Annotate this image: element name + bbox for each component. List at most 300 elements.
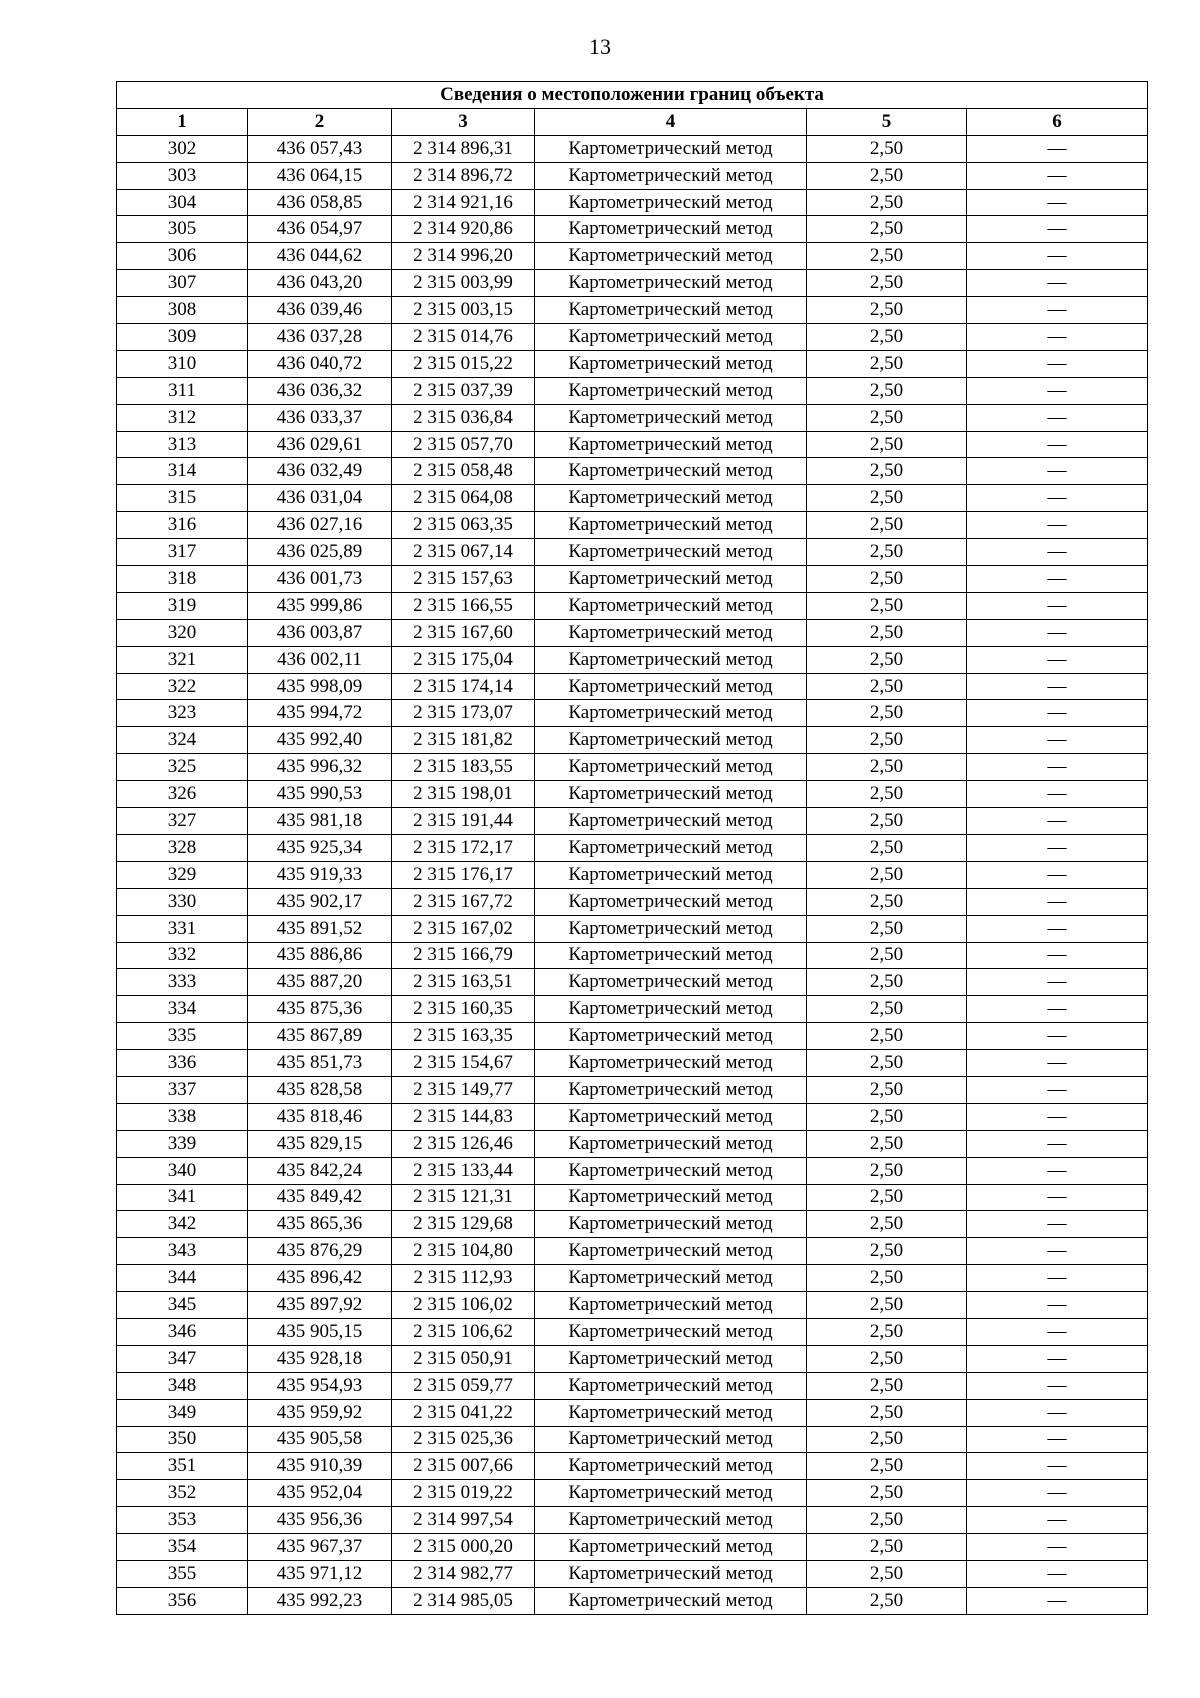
y-coordinate-cell: 2 315 126,46 (392, 1130, 535, 1157)
accuracy-cell: 2,50 (807, 566, 967, 593)
column-number-3: 3 (392, 108, 535, 135)
method-cell: Картометрический метод (535, 727, 807, 754)
method-cell: Картометрический метод (535, 754, 807, 781)
accuracy-cell: 2,50 (807, 404, 967, 431)
table-row (117, 1265, 1148, 1292)
point-number-cell: 309 (117, 324, 248, 351)
method-cell: Картометрический метод (535, 1103, 807, 1130)
table-row (117, 162, 1148, 189)
table-body (117, 135, 1148, 1614)
method-cell: Картометрический метод (535, 646, 807, 673)
method-cell: Картометрический метод (535, 350, 807, 377)
description-cell: — (967, 566, 1148, 593)
method-cell: Картометрический метод (535, 485, 807, 512)
table-row (117, 1399, 1148, 1426)
method-cell: Картометрический метод (535, 1426, 807, 1453)
description-cell: — (967, 1507, 1148, 1534)
table-row (117, 377, 1148, 404)
x-coordinate-cell: 435 876,29 (248, 1238, 392, 1265)
point-number-cell: 337 (117, 1076, 248, 1103)
description-cell: — (967, 1534, 1148, 1561)
table-row (117, 431, 1148, 458)
y-coordinate-cell: 2 315 057,70 (392, 431, 535, 458)
method-cell: Картометрический метод (535, 619, 807, 646)
accuracy-cell: 2,50 (807, 915, 967, 942)
point-number-cell: 307 (117, 270, 248, 297)
method-cell: Картометрический метод (535, 216, 807, 243)
description-cell: — (967, 1265, 1148, 1292)
y-coordinate-cell: 2 315 172,17 (392, 834, 535, 861)
method-cell: Картометрический метод (535, 539, 807, 566)
method-cell: Картометрический метод (535, 243, 807, 270)
point-number-cell: 323 (117, 700, 248, 727)
point-number-cell: 327 (117, 808, 248, 835)
table-row (117, 539, 1148, 566)
description-cell: — (967, 162, 1148, 189)
method-cell: Картометрический метод (535, 700, 807, 727)
caption-row (117, 82, 1148, 109)
x-coordinate-cell: 435 828,58 (248, 1076, 392, 1103)
y-coordinate-cell: 2 315 167,72 (392, 888, 535, 915)
accuracy-cell: 2,50 (807, 243, 967, 270)
description-cell: — (967, 189, 1148, 216)
method-cell: Картометрический метод (535, 1023, 807, 1050)
accuracy-cell: 2,50 (807, 1076, 967, 1103)
y-coordinate-cell: 2 315 106,62 (392, 1318, 535, 1345)
table-row (117, 324, 1148, 351)
point-number-cell: 354 (117, 1534, 248, 1561)
y-coordinate-cell: 2 315 183,55 (392, 754, 535, 781)
point-number-cell: 333 (117, 969, 248, 996)
x-coordinate-cell: 435 925,34 (248, 834, 392, 861)
point-number-cell: 341 (117, 1184, 248, 1211)
point-number-cell: 317 (117, 539, 248, 566)
table-row (117, 1507, 1148, 1534)
x-coordinate-cell: 435 875,36 (248, 996, 392, 1023)
point-number-cell: 308 (117, 297, 248, 324)
x-coordinate-cell: 436 003,87 (248, 619, 392, 646)
x-coordinate-cell: 436 057,43 (248, 135, 392, 162)
description-cell: — (967, 646, 1148, 673)
point-number-cell: 326 (117, 781, 248, 808)
y-coordinate-cell: 2 315 175,04 (392, 646, 535, 673)
point-number-cell: 324 (117, 727, 248, 754)
x-coordinate-cell: 435 996,32 (248, 754, 392, 781)
accuracy-cell: 2,50 (807, 1157, 967, 1184)
method-cell: Картометрический метод (535, 1480, 807, 1507)
y-coordinate-cell: 2 315 036,84 (392, 404, 535, 431)
description-cell: — (967, 1103, 1148, 1130)
point-number-cell: 310 (117, 350, 248, 377)
method-cell: Картометрический метод (535, 1372, 807, 1399)
column-number-5: 5 (807, 108, 967, 135)
x-coordinate-cell: 436 025,89 (248, 539, 392, 566)
y-coordinate-cell: 2 315 167,02 (392, 915, 535, 942)
point-number-cell: 347 (117, 1345, 248, 1372)
description-cell: — (967, 1076, 1148, 1103)
table-row (117, 754, 1148, 781)
method-cell: Картометрический метод (535, 297, 807, 324)
column-number-2: 2 (248, 108, 392, 135)
accuracy-cell: 2,50 (807, 1023, 967, 1050)
method-cell: Картометрический метод (535, 1560, 807, 1587)
description-cell: — (967, 1426, 1148, 1453)
x-coordinate-cell: 436 058,85 (248, 189, 392, 216)
description-cell: — (967, 135, 1148, 162)
accuracy-cell: 2,50 (807, 646, 967, 673)
method-cell: Картометрический метод (535, 1587, 807, 1614)
x-coordinate-cell: 435 897,92 (248, 1292, 392, 1319)
description-cell: — (967, 1453, 1148, 1480)
table-row (117, 700, 1148, 727)
table-row (117, 485, 1148, 512)
table-head (117, 82, 1148, 136)
table-row (117, 512, 1148, 539)
x-coordinate-cell: 436 039,46 (248, 297, 392, 324)
point-number-cell: 314 (117, 458, 248, 485)
x-coordinate-cell: 435 910,39 (248, 1453, 392, 1480)
x-coordinate-cell: 435 956,36 (248, 1507, 392, 1534)
accuracy-cell: 2,50 (807, 1453, 967, 1480)
method-cell: Картометрический метод (535, 1507, 807, 1534)
description-cell: — (967, 619, 1148, 646)
y-coordinate-cell: 2 315 050,91 (392, 1345, 535, 1372)
description-cell: — (967, 1130, 1148, 1157)
description-cell: — (967, 1238, 1148, 1265)
table-row (117, 1076, 1148, 1103)
table-row (117, 1372, 1148, 1399)
y-coordinate-cell: 2 315 112,93 (392, 1265, 535, 1292)
table-row (117, 861, 1148, 888)
description-cell: — (967, 1157, 1148, 1184)
x-coordinate-cell: 436 054,97 (248, 216, 392, 243)
x-coordinate-cell: 435 981,18 (248, 808, 392, 835)
column-number-4: 4 (535, 108, 807, 135)
page-number: 13 (589, 34, 611, 59)
description-cell: — (967, 942, 1148, 969)
description-cell: — (967, 996, 1148, 1023)
x-coordinate-cell: 436 043,20 (248, 270, 392, 297)
accuracy-cell: 2,50 (807, 216, 967, 243)
accuracy-cell: 2,50 (807, 1480, 967, 1507)
table-row (117, 1426, 1148, 1453)
table-row (117, 727, 1148, 754)
method-cell: Картометрический метод (535, 189, 807, 216)
method-cell: Картометрический метод (535, 1211, 807, 1238)
accuracy-cell: 2,50 (807, 969, 967, 996)
y-coordinate-cell: 2 314 896,31 (392, 135, 535, 162)
accuracy-cell: 2,50 (807, 1587, 967, 1614)
table-row (117, 1238, 1148, 1265)
y-coordinate-cell: 2 315 003,15 (392, 297, 535, 324)
table-row (117, 1318, 1148, 1345)
table-row (117, 619, 1148, 646)
method-cell: Картометрический метод (535, 673, 807, 700)
description-cell: — (967, 673, 1148, 700)
table-row (117, 350, 1148, 377)
point-number-cell: 329 (117, 861, 248, 888)
method-cell: Картометрический метод (535, 781, 807, 808)
accuracy-cell: 2,50 (807, 808, 967, 835)
point-number-cell: 340 (117, 1157, 248, 1184)
column-number-row (117, 108, 1148, 135)
description-cell: — (967, 1372, 1148, 1399)
point-number-cell: 316 (117, 512, 248, 539)
point-number-cell: 332 (117, 942, 248, 969)
description-cell: — (967, 888, 1148, 915)
description-cell: — (967, 861, 1148, 888)
description-cell: — (967, 243, 1148, 270)
method-cell: Картометрический метод (535, 162, 807, 189)
table-row (117, 1157, 1148, 1184)
table-row (117, 1130, 1148, 1157)
y-coordinate-cell: 2 315 129,68 (392, 1211, 535, 1238)
x-coordinate-cell: 436 029,61 (248, 431, 392, 458)
y-coordinate-cell: 2 315 019,22 (392, 1480, 535, 1507)
accuracy-cell: 2,50 (807, 1130, 967, 1157)
y-coordinate-cell: 2 315 007,66 (392, 1453, 535, 1480)
y-coordinate-cell: 2 315 181,82 (392, 727, 535, 754)
y-coordinate-cell: 2 315 144,83 (392, 1103, 535, 1130)
table-row (117, 1023, 1148, 1050)
x-coordinate-cell: 436 064,15 (248, 162, 392, 189)
method-cell: Картометрический метод (535, 1318, 807, 1345)
description-cell: — (967, 324, 1148, 351)
point-number-cell: 319 (117, 592, 248, 619)
y-coordinate-cell: 2 315 166,79 (392, 942, 535, 969)
description-cell: — (967, 754, 1148, 781)
description-cell: — (967, 350, 1148, 377)
table-caption: Сведения о местоположении границ объекта (117, 82, 1148, 109)
y-coordinate-cell: 2 315 104,80 (392, 1238, 535, 1265)
method-cell: Картометрический метод (535, 377, 807, 404)
accuracy-cell: 2,50 (807, 996, 967, 1023)
point-number-cell: 334 (117, 996, 248, 1023)
point-number-cell: 325 (117, 754, 248, 781)
method-cell: Картометрический метод (535, 512, 807, 539)
description-cell: — (967, 781, 1148, 808)
description-cell: — (967, 431, 1148, 458)
point-number-cell: 355 (117, 1560, 248, 1587)
accuracy-cell: 2,50 (807, 1292, 967, 1319)
table-row (117, 135, 1148, 162)
point-number-cell: 328 (117, 834, 248, 861)
y-coordinate-cell: 2 315 163,51 (392, 969, 535, 996)
x-coordinate-cell: 436 033,37 (248, 404, 392, 431)
accuracy-cell: 2,50 (807, 888, 967, 915)
table-row (117, 1480, 1148, 1507)
y-coordinate-cell: 2 315 160,35 (392, 996, 535, 1023)
description-cell: — (967, 485, 1148, 512)
y-coordinate-cell: 2 315 198,01 (392, 781, 535, 808)
accuracy-cell: 2,50 (807, 592, 967, 619)
point-number-cell: 304 (117, 189, 248, 216)
accuracy-cell: 2,50 (807, 458, 967, 485)
method-cell: Картометрический метод (535, 458, 807, 485)
y-coordinate-cell: 2 314 996,20 (392, 243, 535, 270)
y-coordinate-cell: 2 315 163,35 (392, 1023, 535, 1050)
table-row (117, 1345, 1148, 1372)
y-coordinate-cell: 2 315 154,67 (392, 1050, 535, 1077)
accuracy-cell: 2,50 (807, 162, 967, 189)
point-number-cell: 313 (117, 431, 248, 458)
description-cell: — (967, 270, 1148, 297)
description-cell: — (967, 1345, 1148, 1372)
table-row (117, 915, 1148, 942)
y-coordinate-cell: 2 315 167,60 (392, 619, 535, 646)
x-coordinate-cell: 435 905,58 (248, 1426, 392, 1453)
x-coordinate-cell: 435 842,24 (248, 1157, 392, 1184)
x-coordinate-cell: 435 994,72 (248, 700, 392, 727)
accuracy-cell: 2,50 (807, 1103, 967, 1130)
point-number-cell: 315 (117, 485, 248, 512)
y-coordinate-cell: 2 315 133,44 (392, 1157, 535, 1184)
method-cell: Картометрический метод (535, 270, 807, 297)
x-coordinate-cell: 435 829,15 (248, 1130, 392, 1157)
x-coordinate-cell: 435 896,42 (248, 1265, 392, 1292)
method-cell: Картометрический метод (535, 1345, 807, 1372)
accuracy-cell: 2,50 (807, 619, 967, 646)
y-coordinate-cell: 2 315 025,36 (392, 1426, 535, 1453)
point-number-cell: 356 (117, 1587, 248, 1614)
x-coordinate-cell: 435 928,18 (248, 1345, 392, 1372)
method-cell: Картометрический метод (535, 566, 807, 593)
y-coordinate-cell: 2 314 896,72 (392, 162, 535, 189)
accuracy-cell: 2,50 (807, 1050, 967, 1077)
description-cell: — (967, 1399, 1148, 1426)
description-cell: — (967, 512, 1148, 539)
x-coordinate-cell: 435 952,04 (248, 1480, 392, 1507)
description-cell: — (967, 458, 1148, 485)
table-row (117, 646, 1148, 673)
description-cell: — (967, 377, 1148, 404)
x-coordinate-cell: 435 865,36 (248, 1211, 392, 1238)
table-row (117, 834, 1148, 861)
point-number-cell: 322 (117, 673, 248, 700)
description-cell: — (967, 969, 1148, 996)
accuracy-cell: 2,50 (807, 1211, 967, 1238)
accuracy-cell: 2,50 (807, 781, 967, 808)
accuracy-cell: 2,50 (807, 727, 967, 754)
point-number-cell: 303 (117, 162, 248, 189)
accuracy-cell: 2,50 (807, 539, 967, 566)
table-row (117, 566, 1148, 593)
accuracy-cell: 2,50 (807, 1265, 967, 1292)
accuracy-cell: 2,50 (807, 1372, 967, 1399)
method-cell: Картометрический метод (535, 592, 807, 619)
x-coordinate-cell: 435 849,42 (248, 1184, 392, 1211)
x-coordinate-cell: 435 990,53 (248, 781, 392, 808)
method-cell: Картометрический метод (535, 942, 807, 969)
method-cell: Картометрический метод (535, 888, 807, 915)
method-cell: Картометрический метод (535, 808, 807, 835)
method-cell: Картометрический метод (535, 431, 807, 458)
table-row (117, 673, 1148, 700)
description-cell: — (967, 834, 1148, 861)
point-number-cell: 330 (117, 888, 248, 915)
point-number-cell: 311 (117, 377, 248, 404)
description-cell: — (967, 539, 1148, 566)
method-cell: Картометрический метод (535, 996, 807, 1023)
y-coordinate-cell: 2 315 003,99 (392, 270, 535, 297)
point-number-cell: 306 (117, 243, 248, 270)
table-row (117, 1050, 1148, 1077)
x-coordinate-cell: 435 999,86 (248, 592, 392, 619)
method-cell: Картометрический метод (535, 404, 807, 431)
point-number-cell: 312 (117, 404, 248, 431)
accuracy-cell: 2,50 (807, 485, 967, 512)
table-row (117, 969, 1148, 996)
accuracy-cell: 2,50 (807, 673, 967, 700)
x-coordinate-cell: 435 992,23 (248, 1587, 392, 1614)
y-coordinate-cell: 2 315 149,77 (392, 1076, 535, 1103)
accuracy-cell: 2,50 (807, 1426, 967, 1453)
point-number-cell: 346 (117, 1318, 248, 1345)
method-cell: Картометрический метод (535, 969, 807, 996)
table-row (117, 942, 1148, 969)
method-cell: Картометрический метод (535, 1050, 807, 1077)
boundary-table (116, 81, 1148, 1615)
accuracy-cell: 2,50 (807, 512, 967, 539)
table-row (117, 1453, 1148, 1480)
x-coordinate-cell: 436 044,62 (248, 243, 392, 270)
table-row (117, 1534, 1148, 1561)
table-row (117, 216, 1148, 243)
accuracy-cell: 2,50 (807, 135, 967, 162)
point-number-cell: 305 (117, 216, 248, 243)
method-cell: Картометрический метод (535, 1238, 807, 1265)
accuracy-cell: 2,50 (807, 1345, 967, 1372)
y-coordinate-cell: 2 315 121,31 (392, 1184, 535, 1211)
table-row (117, 1292, 1148, 1319)
method-cell: Картометрический метод (535, 861, 807, 888)
description-cell: — (967, 297, 1148, 324)
accuracy-cell: 2,50 (807, 431, 967, 458)
description-cell: — (967, 1480, 1148, 1507)
table-row (117, 1184, 1148, 1211)
x-coordinate-cell: 435 967,37 (248, 1534, 392, 1561)
accuracy-cell: 2,50 (807, 834, 967, 861)
y-coordinate-cell: 2 315 037,39 (392, 377, 535, 404)
accuracy-cell: 2,50 (807, 297, 967, 324)
method-cell: Картометрический метод (535, 1292, 807, 1319)
y-coordinate-cell: 2 315 014,76 (392, 324, 535, 351)
x-coordinate-cell: 435 954,93 (248, 1372, 392, 1399)
point-number-cell: 343 (117, 1238, 248, 1265)
description-cell: — (967, 1184, 1148, 1211)
x-coordinate-cell: 435 867,89 (248, 1023, 392, 1050)
description-cell: — (967, 1023, 1148, 1050)
method-cell: Картометрический метод (535, 834, 807, 861)
accuracy-cell: 2,50 (807, 942, 967, 969)
table-row (117, 996, 1148, 1023)
description-cell: — (967, 592, 1148, 619)
point-number-cell: 318 (117, 566, 248, 593)
x-coordinate-cell: 436 027,16 (248, 512, 392, 539)
table-row (117, 404, 1148, 431)
method-cell: Картометрический метод (535, 324, 807, 351)
table-row (117, 270, 1148, 297)
x-coordinate-cell: 435 959,92 (248, 1399, 392, 1426)
accuracy-cell: 2,50 (807, 1184, 967, 1211)
x-coordinate-cell: 435 818,46 (248, 1103, 392, 1130)
y-coordinate-cell: 2 315 041,22 (392, 1399, 535, 1426)
y-coordinate-cell: 2 315 064,08 (392, 485, 535, 512)
table-row (117, 297, 1148, 324)
description-cell: — (967, 1292, 1148, 1319)
description-cell: — (967, 1587, 1148, 1614)
accuracy-cell: 2,50 (807, 377, 967, 404)
